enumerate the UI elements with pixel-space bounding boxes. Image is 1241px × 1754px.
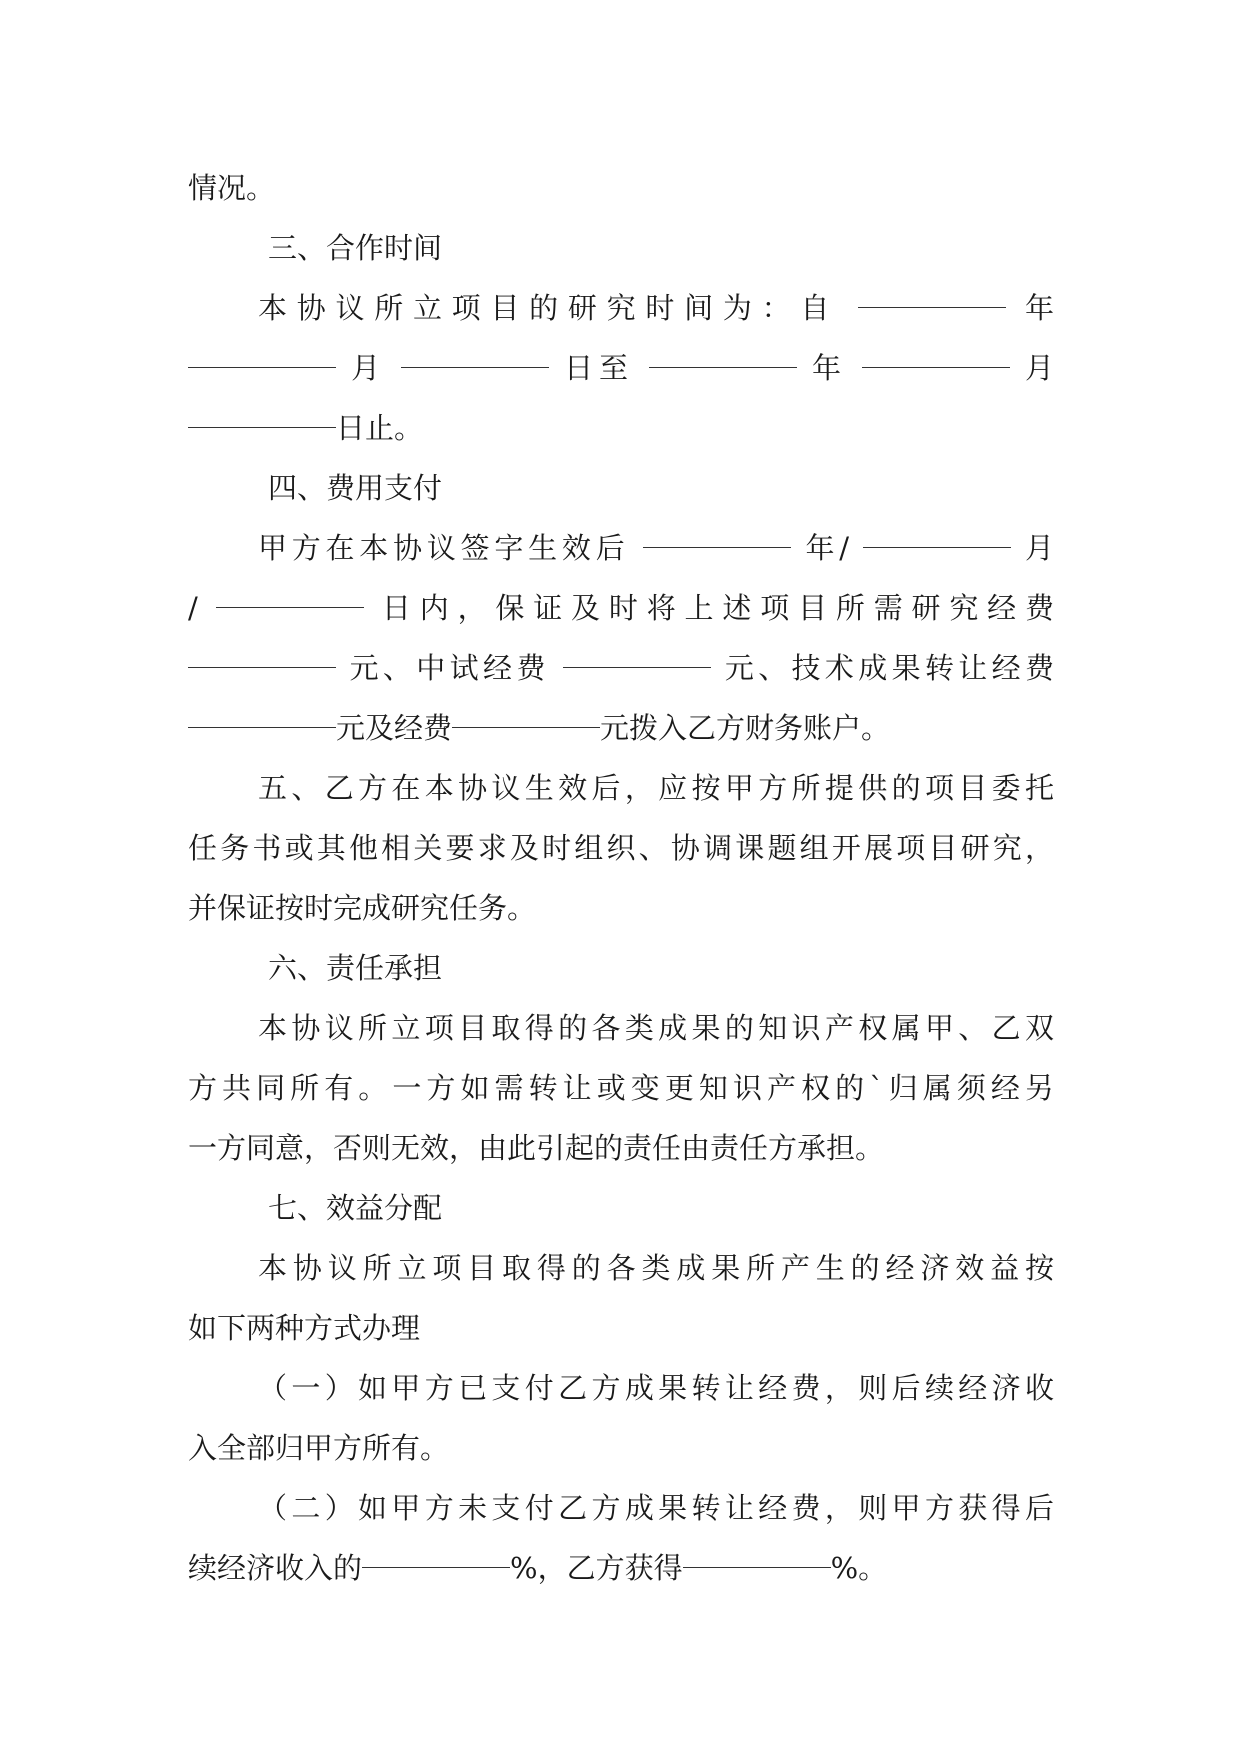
paragraph-text: 并保证按时完成研究任务。 [188,891,537,925]
paragraph-text: / [188,591,198,625]
paragraph-text: （一）如甲方已支付乙方成果转让经费，则后续经济收 [258,1371,1054,1405]
research-period-line-1 [188,278,1054,338]
section-heading-benefit-distribution [188,1178,1054,1238]
blank-field [858,307,1006,308]
benefit-line-2 [188,1298,1054,1358]
paragraph-text: 元、中试经费 [349,651,550,685]
blank-field [188,667,336,668]
document-body [188,158,1054,1598]
blank-field [401,367,549,368]
liability-line-1 [188,998,1054,1058]
paragraph-text: 日内，保证及时将上述项目所需研究经费 [381,591,1054,625]
blank-field [452,727,600,728]
heading-text: 七、效益分配 [268,1191,443,1225]
paragraph-text: 入全部归甲方所有。 [188,1431,450,1465]
paragraph-text: 一方同意，否则无效，由此引起的责任由责任方承担。 [188,1131,885,1165]
blank-field [563,667,711,668]
blank-field [862,367,1010,368]
heading-text: 四、费用支付 [268,471,443,505]
paragraph-text: 月 [1024,351,1054,385]
paragraph-text: 元及经费 [336,711,453,745]
blank-field [683,1567,831,1568]
paragraph-text: 如下两种方式办理 [188,1311,421,1345]
option-one-line-2 [188,1418,1054,1478]
paragraph-text: 本协议所立项目取得的各类成果所产生的经济效益按 [258,1251,1054,1285]
section-heading-liability [188,938,1054,998]
blank-field [188,367,336,368]
paragraph-text: 元拨入乙方财务账户。 [600,711,891,745]
payment-line-3 [188,638,1054,698]
paragraph-text: 情况。 [188,171,276,205]
blank-field [643,547,791,548]
paragraph-text: %。 [830,1551,888,1585]
paragraph-continuation [188,158,1054,218]
option-two-line-2 [188,1538,1054,1598]
research-period-line-3 [188,398,1054,458]
benefit-line-1 [188,1238,1054,1298]
liability-line-2 [188,1058,1054,1118]
payment-line-4 [188,698,1054,758]
blank-field [362,1567,510,1568]
paragraph-text: 日至 [564,351,634,385]
paragraph-text: 年 [1025,291,1054,325]
paragraph-text: 甲方在本协议签字生效后 [258,531,630,565]
clause-five-line-1 [188,758,1054,818]
paragraph-text: %，乙方获得 [510,1551,683,1585]
paragraph-text: 续经济收入的 [188,1551,363,1585]
paragraph-text: 方共同所有。一方如需转让或变更知识产权的`归属须经另 [188,1071,1054,1105]
paragraph-text: 日止。 [336,411,424,445]
paragraph-text: （二）如甲方未支付乙方成果转让经费，则甲方获得后 [258,1491,1054,1525]
blank-field [188,427,336,428]
paragraph-text: 元、技术成果转让经费 [724,651,1054,685]
blank-field [649,367,797,368]
paragraph-text: 本协议所立项目取得的各类成果的知识产权属甲、乙双 [258,1011,1054,1045]
clause-five-line-2 [188,818,1054,878]
section-heading-cooperation-time [188,218,1054,278]
paragraph-text: 五、乙方在本协议生效后，应按甲方所提供的项目委托 [258,771,1054,805]
option-two-line-1 [188,1478,1054,1538]
clause-five-line-3 [188,878,1054,938]
blank-field [216,607,364,608]
blank-field [188,727,336,728]
research-period-line-2 [188,338,1054,398]
blank-field [863,547,1011,548]
heading-text: 三、合作时间 [268,231,443,265]
option-one-line-1 [188,1358,1054,1418]
heading-text: 六、责任承担 [268,951,443,985]
paragraph-text: 年/ [805,531,850,565]
section-heading-payment [188,458,1054,518]
paragraph-text: 任务书或其他相关要求及时组织、协调课题组开展项目研究， [188,831,1054,865]
payment-line-1 [188,518,1054,578]
liability-line-3 [188,1118,1054,1178]
paragraph-text: 年 [811,351,847,385]
paragraph-text: 本协议所立项目的研究时间为：自 [258,291,840,325]
payment-line-2 [188,578,1054,638]
paragraph-text: 月 [351,351,386,385]
paragraph-text: 月 [1025,531,1054,565]
